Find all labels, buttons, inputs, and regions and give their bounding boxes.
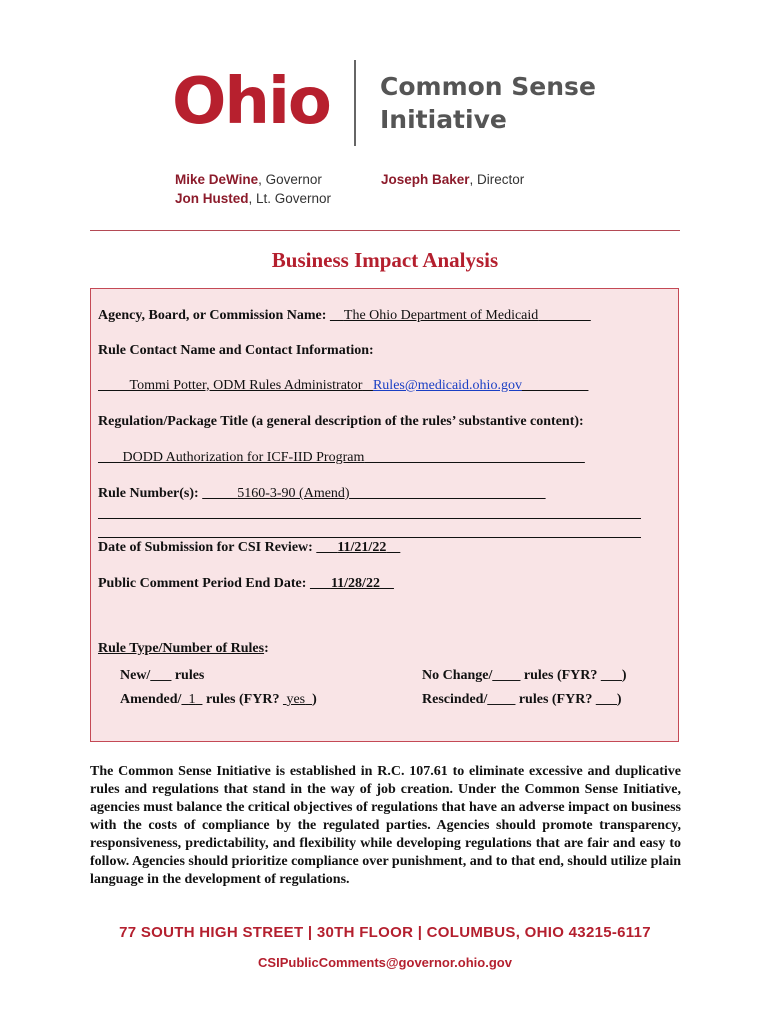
contact-email-link[interactable]: Rules@medicaid.ohio.gov	[372, 378, 522, 393]
rule-numbers-line-3	[98, 537, 641, 538]
no-change-rules: No Change/____ rules (FYR? ___)	[422, 668, 627, 683]
contact-label: Rule Contact Name and Contact Information:	[98, 343, 374, 358]
director-name: Joseph Baker	[381, 172, 470, 187]
contact-value: Tommi Potter, ODM Rules Administrator	[129, 378, 363, 393]
rule-numbers-row: Rule Number(s): 5160-3-90 (Amend)	[98, 486, 350, 501]
agency-value: The Ohio Department of Medicaid	[343, 308, 539, 323]
rule-numbers-line-2	[98, 518, 641, 519]
amended-fyr: yes	[286, 692, 306, 707]
agency-row: Agency, Board, or Commission Name: The Ohio Department of Medicaid	[98, 308, 539, 323]
comment-end-row: Public Comment Period End Date: 11/28/22	[98, 576, 380, 591]
package-label: Regulation/Package Title (a general description of the rules’ substantive content):	[98, 414, 584, 429]
rescinded-rules: Rescinded/____ rules (FYR? ___)	[422, 692, 622, 707]
new-rules: New/___ rules	[120, 668, 205, 683]
governor-name: Mike DeWine	[175, 172, 259, 187]
amended-count: 1	[188, 692, 196, 707]
page-title: Business Impact Analysis	[271, 248, 499, 272]
governor-block: Mike DeWine, Governor Jon Husted, Lt. Governor	[175, 172, 332, 206]
footer-address: 77 SOUTH HIGH STREET | 30TH FLOOR | COLUMBUS, OHIO 43215-6117	[119, 924, 651, 941]
header-divider	[354, 60, 356, 146]
rule-numbers-value: 5160-3-90 (Amend)	[237, 486, 350, 501]
package-value: DODD Authorization for ICF-IID Program	[122, 450, 365, 465]
submission-date: 11/21/22	[337, 540, 387, 555]
lt-governor-name: Jon Husted	[175, 191, 249, 206]
rule-type-heading: Rule Type/Number of Rules:	[98, 641, 269, 656]
header-rule	[90, 230, 680, 231]
footer-email[interactable]: CSIPublicComments@governor.ohio.gov	[258, 955, 512, 970]
csi-wordmark: Common Sense Initiative	[380, 72, 596, 134]
contact-row	[98, 378, 588, 394]
csi-description: The Common Sense Initiative is established in R.C. 107.61 to eliminate excessive and duplicative rules and regulations that stand in the way of job creation. Under the Common Sense Initiative, agencies must balance the critical objectives of regulations that have an adverse impact on business with the costs of compliance by the regulated parties. Agencies should promote transparency, responsiveness, predictability, and flexibility while developing regulations that are fair and easy to follow. Agencies should prioritize compliance over punishment, and to that end, should utilize plain language in the development of regulations.	[90, 764, 681, 887]
amended-rules: Amended/ 1 rules (FYR? yes )	[120, 692, 317, 707]
director-block: Joseph Baker, Director	[381, 172, 525, 187]
submission-row: Date of Submission for CSI Review: 11/21/22	[98, 540, 387, 555]
package-row	[98, 450, 585, 466]
ohio-logo: Ohio	[172, 65, 330, 139]
comment-end-date: 11/28/22	[330, 576, 380, 591]
